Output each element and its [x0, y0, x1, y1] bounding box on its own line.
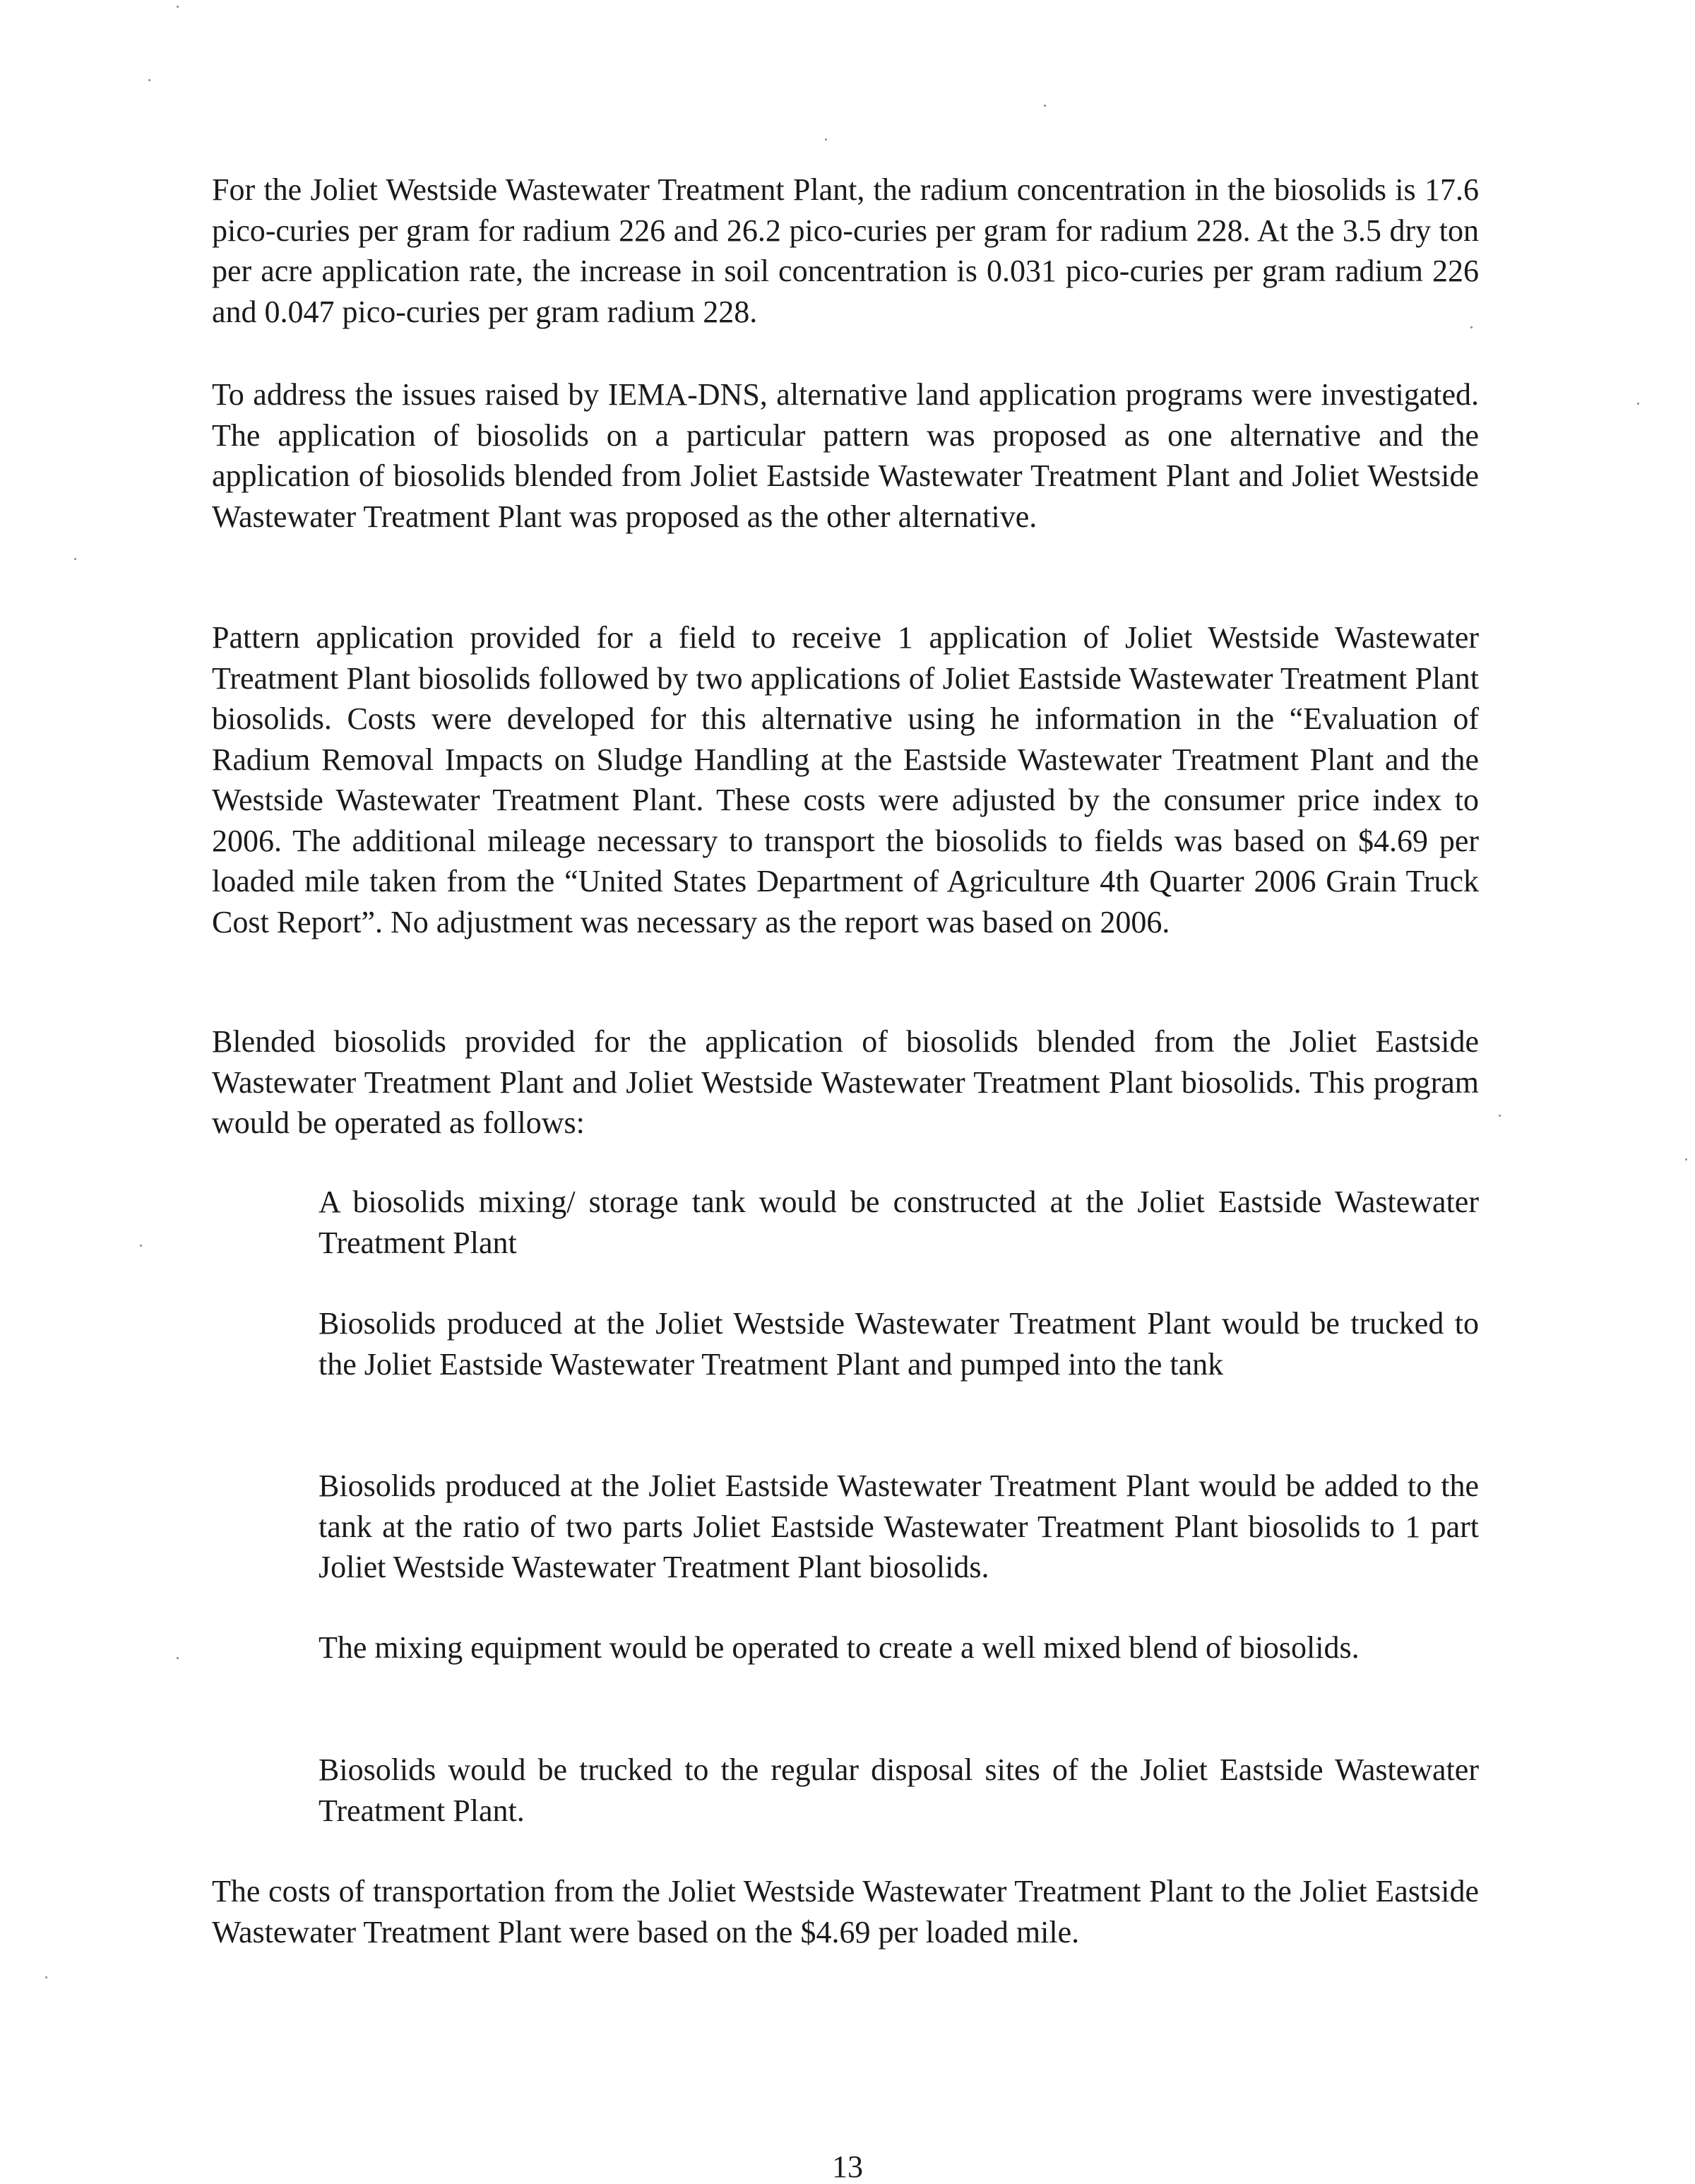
scan-speck — [1044, 105, 1046, 107]
program-step: Biosolids would be trucked to the regular disposal sites of the Joliet Eastside Wastewater Treatment Plant. — [319, 1752, 1479, 1828]
scan-speck — [45, 1976, 47, 1978]
program-step: Biosolids produced at the Joliet Eastside Wastewater Treatment Plant would be added to the tank at the ratio of two parts Joliet Eastside Wastewater Treatment Plant biosolids to 1 part Joliet Westside Wastewater Treatment Plant biosolids. — [319, 1468, 1479, 1584]
scan-speck — [177, 6, 179, 8]
scan-speck — [1637, 403, 1639, 405]
program-step: The mixing equipment would be operated to create a well mixed blend of biosolids. — [319, 1630, 1360, 1665]
paragraph-blended-biosolids: Blended biosolids provided for the application of biosolids blended from the Joliet Eastside Wastewater Treatment Plant and Joliet Westside Wastewater Treatment Plant biosolids. This program would be operated as follows: — [212, 1024, 1479, 1140]
scan-speck — [140, 1245, 142, 1247]
scan-speck — [825, 138, 827, 141]
scan-speck — [148, 79, 150, 81]
scan-speck — [177, 1657, 179, 1659]
paragraph-alternatives: To address the issues raised by IEMA-DNS, alternative land application programs were investigated. The application of biosolids on a particular pattern was proposed as one alternative and the application of biosolids blended from Joliet Eastside Wastewater Treatment Plant and Joliet Westside Wastewater Treatment Plant was proposed as the other alternative. — [212, 377, 1479, 534]
scan-speck — [1685, 1158, 1687, 1161]
scan-speck — [1470, 326, 1473, 328]
scan-speck — [1499, 1115, 1501, 1117]
program-step: Biosolids produced at the Joliet Westside Wastewater Treatment Plant would be trucked to the Joliet Eastside Wastewater Treatment Plant and pumped into the tank — [319, 1306, 1479, 1382]
program-step: A biosolids mixing/ storage tank would be constructed at the Joliet Eastside Wastewater Treatment Plant — [319, 1185, 1479, 1260]
page-number: 13 — [832, 2149, 863, 2184]
paragraph-pattern-application: Pattern application provided for a field to receive 1 application of Joliet Westside Wastewater Treatment Plant biosolids followed by two applications of Joliet Eastside Wastewater Treatment Plant biosolids. Costs were developed for this alternative using he information in the “Evaluation of Radium Removal Impacts on Sludge Handling at the Eastside Wastewater Treatment Plant and the Westside Wastewater Treatment Plant. These costs were adjusted by the consumer price index to 2006. The additional mileage necessary to transport the biosolids to fields was based on $4.69 per loaded mile taken from the “United States Department of Agriculture 4th Quarter 2006 Grain Truck Cost Report”. No adjustment was necessary as the report was based on 2006. — [212, 620, 1479, 939]
paragraph-transportation-costs: The costs of transportation from the Joliet Westside Wastewater Treatment Plant to the Joliet Eastside Wastewater Treatment Plant were based on the $4.69 per loaded mile. — [212, 1874, 1479, 1949]
paragraph-radium-concentration: For the Joliet Westside Wastewater Treatment Plant, the radium concentration in the biosolids is 17.6 pico-curies per gram for radium 226 and 26.2 pico-curies per gram for radium 228. At the 3.5 dry ton per acre application rate, the increase in soil concentration is 0.031 pico-curies per gram radium 226 and 0.047 pico-curies per gram radium 228. — [212, 172, 1479, 329]
scan-speck — [74, 558, 76, 560]
